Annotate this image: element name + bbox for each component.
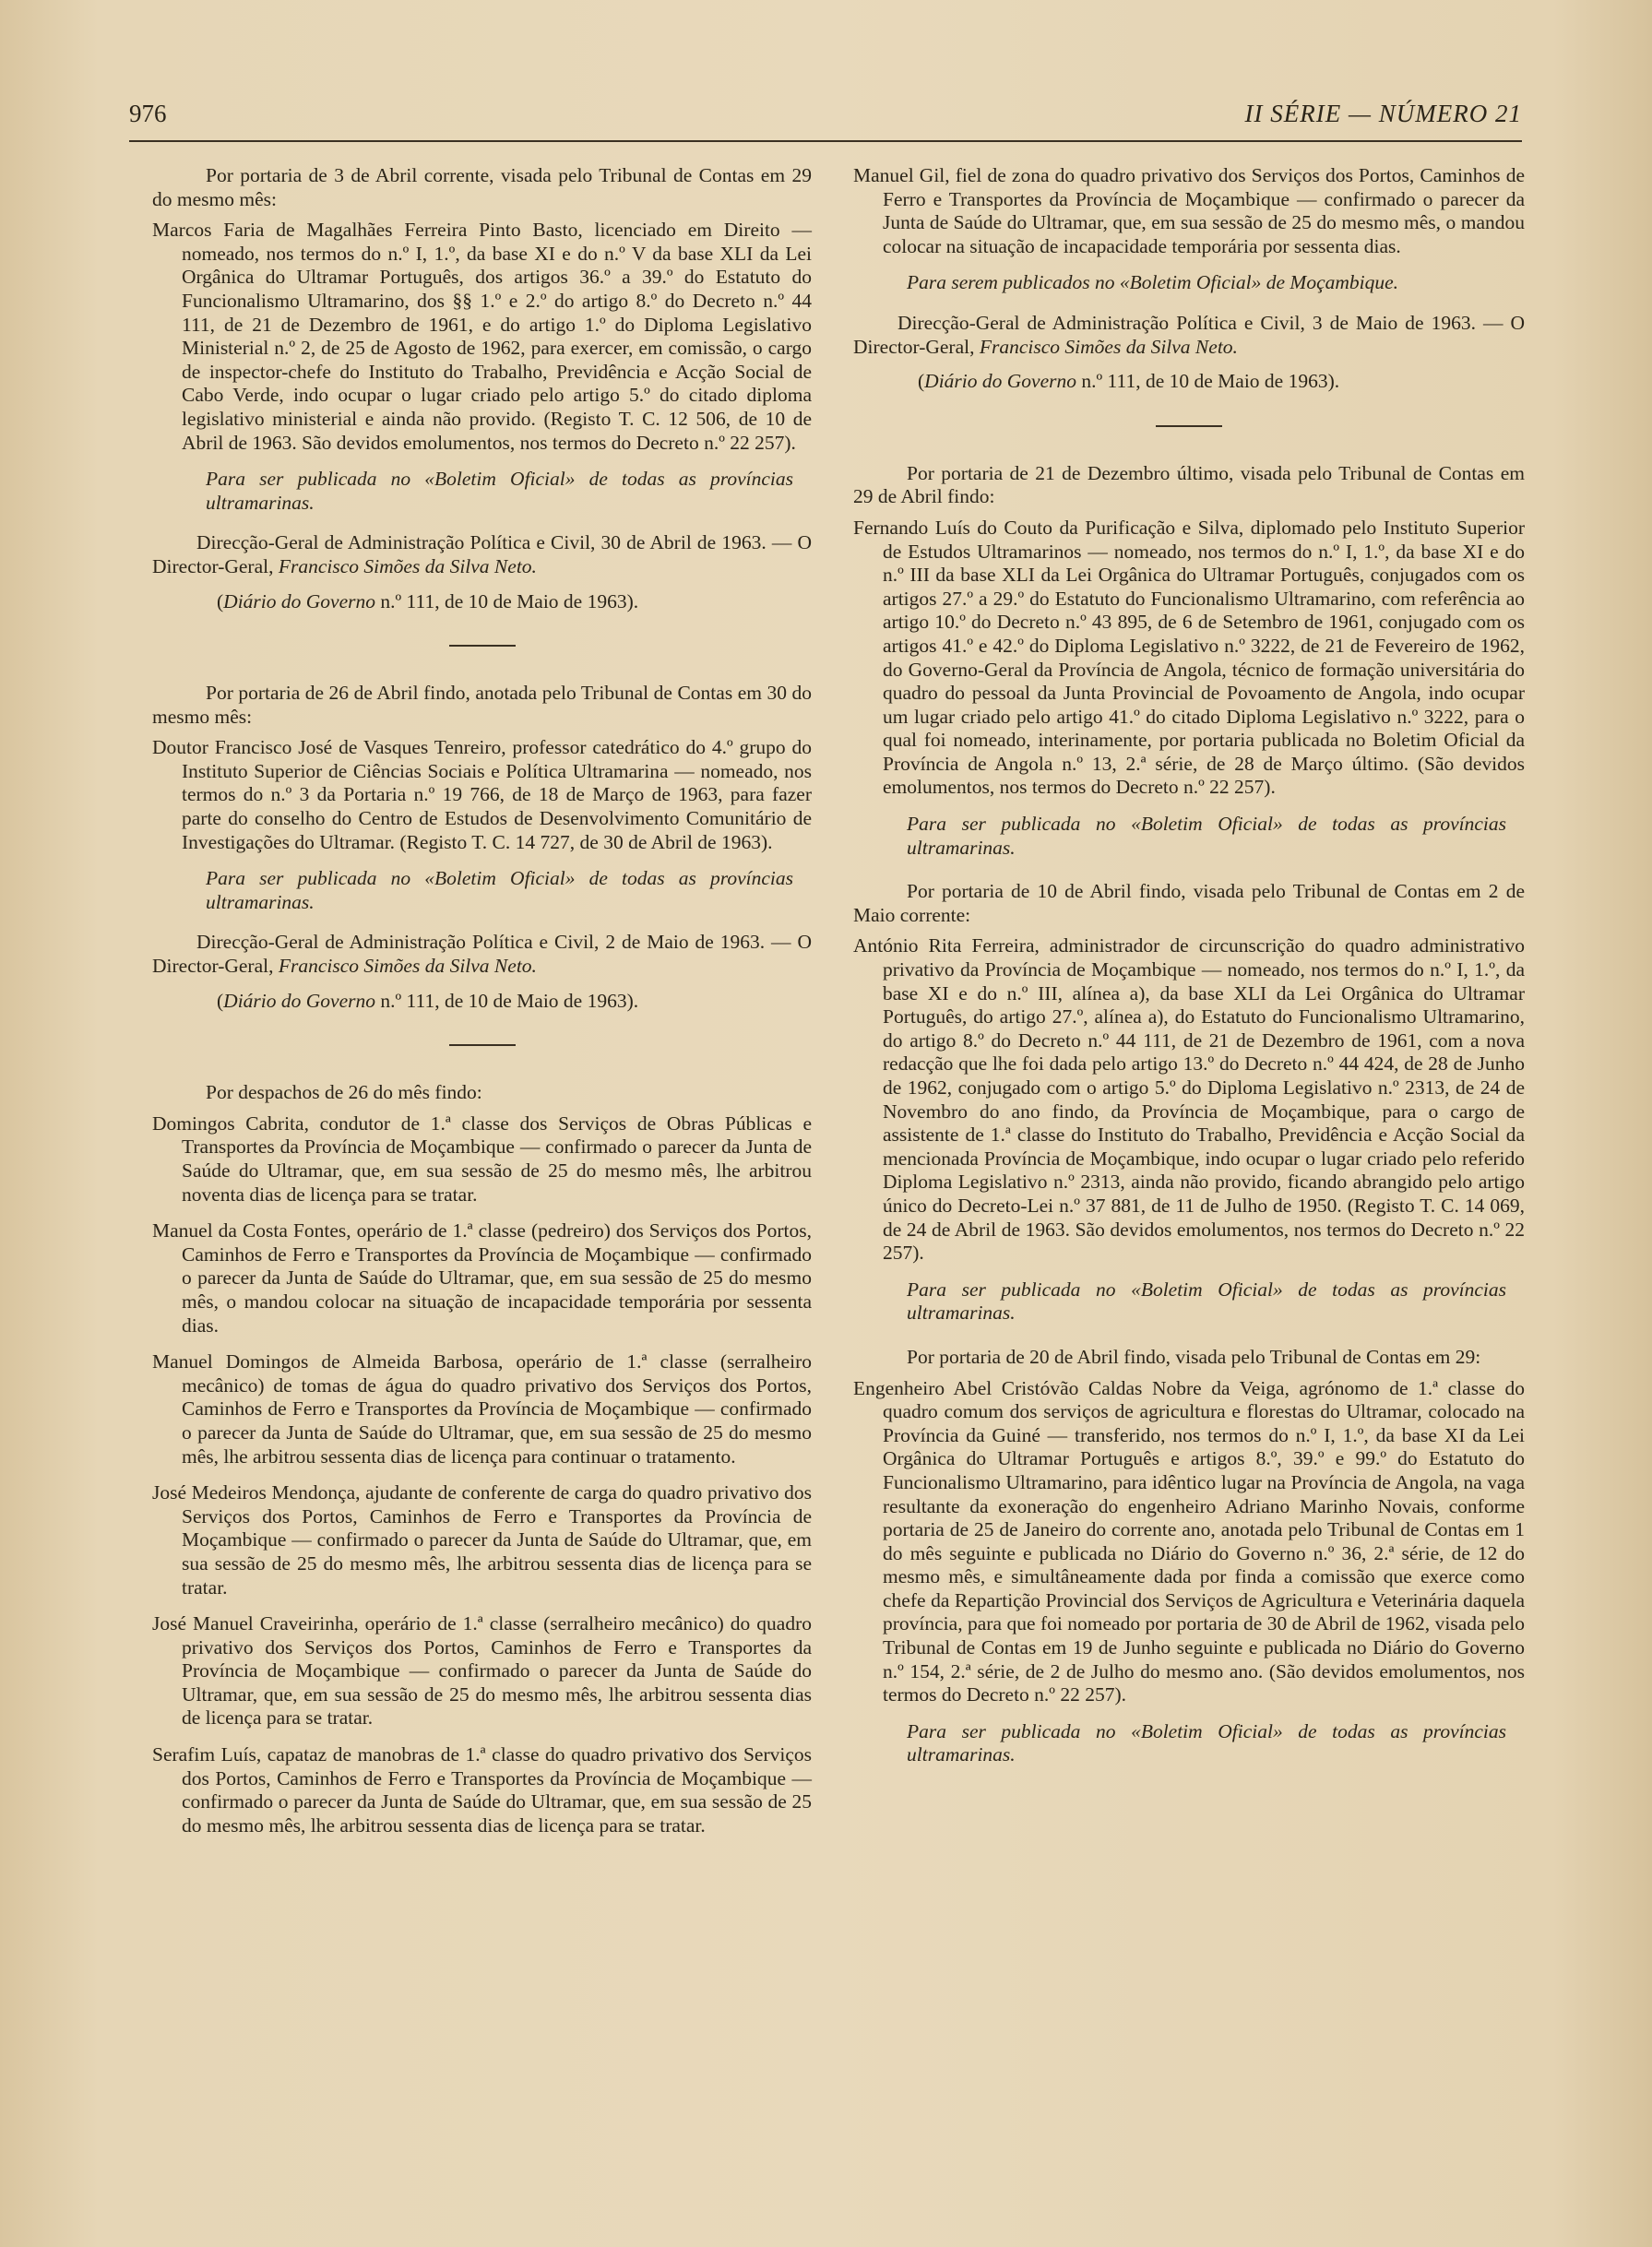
signature-line: Direcção-Geral de Administração Política e Civil, 30 de Abril de 1963. — O Director-Geral, Francisco Simões da Silva Neto. [152, 531, 812, 577]
decree-entry: Serafim Luís, capataz de manobras de 1.ª classe do quadro privativo dos Serviços dos Portos, Caminhos de Ferro e Transportes da Província de Moçambique — confirmado o parecer da Junta de Saúde do Ultramar, que, em sua sessão de 25 do mesmo mês, lhe arbitrou sessenta dias de licença para se tratar. [152, 1743, 812, 1837]
journal-name: Diário do Governo [223, 989, 375, 1012]
signer-name: Francisco Simões da Silva Neto. [278, 554, 537, 577]
source-reference: (Diário do Governo n.º 111, de 10 de Maio de 1963). [217, 589, 639, 612]
section-divider [449, 1044, 516, 1046]
decree-entry: Doutor Francisco José de Vasques Tenreiro, professor catedrático do 4.º grupo do Instituto Superior de Ciências Sociais e Política Ultramarina — nomeado, nos termos do n.º 3 da Portaria n.º 19 766, de 18 de Março de 1963, para fazer parte do conselho do Centro de Estudos de Desenvolvimento Comunitário de Investigações do Ultramar. (Registo T. C. 14 727, de 30 de Abril de 1963). [152, 736, 812, 853]
right-column [853, 164, 1525, 1778]
source-reference: (Diário do Governo n.º 111, de 10 de Maio de 1963). [217, 989, 639, 1012]
decree-intro: Por portaria de 10 de Abril findo, visada pelo Tribunal de Contas em 2 de Maio corrente: [853, 880, 1525, 926]
section-divider [449, 645, 516, 647]
page-header [129, 100, 1522, 137]
publication-note: Para ser publicada no «Boletim Oficial» de todas as províncias ultramarinas. [206, 867, 793, 913]
publication-note: Para ser publicada no «Boletim Oficial» de todas as províncias ultramarinas. [206, 468, 793, 514]
decree-entry: Engenheiro Abel Cristóvão Caldas Nobre da Veiga, agrónomo de 1.ª classe do quadro comum dos serviços de agricultura e florestas do Ultramar, colocado na Província da Guiné — transferido, nos termos do n.º I, 1.º, da base XI da Lei Orgânica do Ultramar Português e artigos 8.º, 39.º e 99.º do Estatuto do Funcionalismo Ultramarino, para idêntico lugar na Província de Angola, na vaga resultante da exoneração do engenheiro Adriano Marinho Novais, conforme portaria de 25 de Janeiro do corrente ano, anotada pelo Tribunal de Contas em 1 do mês seguinte e publicada no Diário do Governo n.º 36, 2.ª série, de 12 do mesmo mês, e simultâneamente dada por finda a comissão que exerce como chefe da Repartição Provincial dos Serviços de Agricultura e Veterinária daquela província, para que foi nomeado por portaria de 30 de Abril de 1962, visada pelo Tribunal de Contas em 19 de Junho seguinte e publicada no Diário do Governo n.º 154, 2.ª série, de 2 de Julho do mesmo ano. (São devidos emolumentos, nos termos do Decreto n.º 22 257). [853, 1376, 1525, 1706]
header-rule [129, 140, 1522, 142]
decree-entry: Manuel da Costa Fontes, operário de 1.ª classe (pedreiro) dos Serviços dos Portos, Caminhos de Ferro e Transportes da Província de Moçambique — confirmado o parecer da Junta de Saúde do Ultramar, que, em sua sessão de 25 do mesmo mês, o mandou colocar na situação de incapacidade temporária por sessenta dias. [152, 1219, 812, 1337]
decree-entry: José Medeiros Mendonça, ajudante de conferente de carga do quadro privativo dos Serviços dos Portos, Caminhos de Ferro e Transportes da Província de Moçambique — confirmado o parecer da Junta de Saúde do Ultramar, que, em sua sessão de 25 do mesmo mês, lhe arbitrou sessenta dias de licença para se tratar. [152, 1481, 812, 1599]
decree-entry: José Manuel Craveirinha, operário de 1.ª classe (serralheiro mecânico) do quadro privativo dos Serviços dos Portos, Caminhos de Ferro e Transportes da Província de Moçambique — confirmado o parecer da Junta de Saúde do Ultramar, que, em sua sessão de 25 do mesmo mês, lhe arbitrou sessenta dias de licença para se tratar. [152, 1612, 812, 1730]
decree-intro: Por portaria de 21 de Dezembro último, visada pelo Tribunal de Contas em 29 de Abril findo: [853, 461, 1525, 508]
signer-name: Francisco Simões da Silva Neto. [278, 955, 537, 978]
decree-intro: Por portaria de 20 de Abril findo, visada pelo Tribunal de Contas em 29: [907, 1345, 1481, 1368]
series-number: II SÉRIE — NÚMERO 21 [1244, 100, 1522, 127]
page-number: 976 [129, 100, 167, 127]
left-column [152, 164, 812, 1850]
section-divider [1156, 425, 1222, 427]
decree-entry: António Rita Ferreira, administrador de circunscrição do quadro administrativo privativo da Província de Moçambique — nomeado, nos termos do n.º I, 1.º, da base XI e do n.º III, alínea a), da base XLI da Lei Orgânica do Ultramar Português, do artigo 27.º, alínea a), do Estatuto do Funcionalismo Ultramarino, do artigo 8.º do Decreto n.º 44 111, de 21 de Dezembro de 1961, com a nova redacção que lhe foi dada pelo artigo 13.º do Decreto n.º 44 424, de 28 de Junho de 1962, conjugado com o artigo 5.º do Diploma Legislativo n.º 2313, de 24 de Novembro do ano findo, da Província de Moçambique, para o cargo de assistente de 1.ª classe do Instituto do Trabalho, Previdência e Acção Social da mencionada Província de Moçambique, indo ocupar o lugar criado pelo referido Diploma Legislativo n.º 2313, ainda não provido, ficando abrangido pelo artigo único do Decreto-Lei n.º 37 881, de 11 de Julho de 1950. (Registo T. C. 14 069, de 24 de Abril de 1963. São devidos emolumentos, nos termos do Decreto n.º 22 257). [853, 934, 1525, 1265]
journal-name: Diário do Governo [223, 589, 375, 612]
decree-entry: Manuel Domingos de Almeida Barbosa, operário de 1.ª classe (serralheiro mecânico) de tomas de água do quadro privativo dos Serviços dos Portos, Caminhos de Ferro e Transportes da Província de Moçambique — confirmado o parecer da Junta de Saúde do Ultramar, que, em sua sessão de 25 do mesmo mês, lhe arbitrou sessenta dias de licença para continuar o tratamento. [152, 1350, 812, 1468]
decree-intro: Por portaria de 3 de Abril corrente, visada pelo Tribunal de Contas em 29 do mesmo mês: [152, 164, 812, 210]
decree-entry: Fernando Luís do Couto da Purificação e Silva, diplomado pelo Instituto Superior de Estudos Ultramarinos — nomeado, nos termos do n.º I, 1.º, da base XI e do n.º III da base XLI da Lei Orgânica do Ultramar Português, conjugados com os artigos 27.º a 29.º do Estatuto do Funcionalismo Ultramarino, com referência ao artigo 10.º do Decreto n.º 43 895, de 6 de Setembro de 1961, conjugado com os artigos 41.º e 42.º do Diploma Legislativo n.º 3222, de 21 de Fevereiro de 1962, do Governo-Geral da Província de Angola, técnico de formação universitária do quadro do pessoal da Junta Provincial de Povoamento de Angola, indo ocupar um lugar criado pelo artigo 41.º do citado Diploma Legislativo n.º 3222, para o qual foi nomeado, interinamente, por portaria publicada no Boletim Oficial da Província de Angola n.º 13, 2.ª série, de 28 de Março último. (São devidos emolumentos, nos termos do Decreto n.º 22 257). [853, 516, 1525, 799]
decree-entry: Domingos Cabrita, condutor de 1.ª classe dos Serviços de Obras Públicas e Transportes da Província de Moçambique — confirmado o parecer da Junta de Saúde do Ultramar, que, em sua sessão de 25 do mesmo mês, lhe arbitrou noventa dias de licença para se tratar. [152, 1112, 812, 1206]
publication-note: Para ser publicada no «Boletim Oficial» de todas as províncias ultramarinas. [907, 1719, 1506, 1766]
decree-intro: Por despachos de 26 do mês findo: [206, 1081, 482, 1104]
source-reference: (Diário do Governo n.º 111, de 10 de Maio de 1963). [918, 370, 1340, 393]
publication-note: Para serem publicados no «Boletim Oficial» de Moçambique. [907, 271, 1399, 294]
decree-entry: Manuel Gil, fiel de zona do quadro privativo dos Serviços dos Portos, Caminhos de Ferro e Transportes da Província de Moçambique — confirmado o parecer da Junta de Saúde do Ultramar, que, em sua sessão de 25 do mesmo mês, o mandou colocar na situação de incapacidade temporária por sessenta dias. [853, 164, 1525, 257]
publication-note: Para ser publicada no «Boletim Oficial» de todas as províncias ultramarinas. [907, 1278, 1506, 1325]
journal-name: Diário do Governo [924, 370, 1076, 393]
decree-intro: Por portaria de 26 de Abril findo, anotada pelo Tribunal de Contas em 30 do mesmo mês: [152, 682, 812, 728]
signature-line: Direcção-Geral de Administração Política e Civil, 2 de Maio de 1963. — O Director-Geral, Francisco Simões da Silva Neto. [152, 931, 812, 978]
signer-name: Francisco Simões da Silva Neto. [979, 335, 1238, 358]
signature-line: Direcção-Geral de Administração Política e Civil, 3 de Maio de 1963. — O Director-Geral, Francisco Simões da Silva Neto. [853, 311, 1525, 358]
decree-entry: Marcos Faria de Magalhães Ferreira Pinto Basto, licenciado em Direito — nomeado, nos termos do n.º I, 1.º, da base XI e do n.º V da base XLI da Lei Orgânica do Ultramar Português, dos artigos 36.º a 39.º do Estatuto do Funcionalismo Ultramarino, dos §§ 1.º e 2.º do artigo 8.º do Decreto n.º 44 111, de 21 de Dezembro de 1961, e do artigo 1.º do Diploma Legislativo Ministerial n.º 2, de 25 de Agosto de 1962, para exercer, em comissão, o cargo de inspector-chefe do Instituto do Trabalho, Previdência e Acção Social de Cabo Verde, indo ocupar o lugar criado pelo artigo 5.º do citado diploma legislativo ministerial e ainda não provido. (Registo T. C. 12 506, de 10 de Abril de 1963. São devidos emolumentos, nos termos do Decreto n.º 22 257). [152, 219, 812, 454]
publication-note: Para ser publicada no «Boletim Oficial» de todas as províncias ultramarinas. [907, 813, 1506, 859]
